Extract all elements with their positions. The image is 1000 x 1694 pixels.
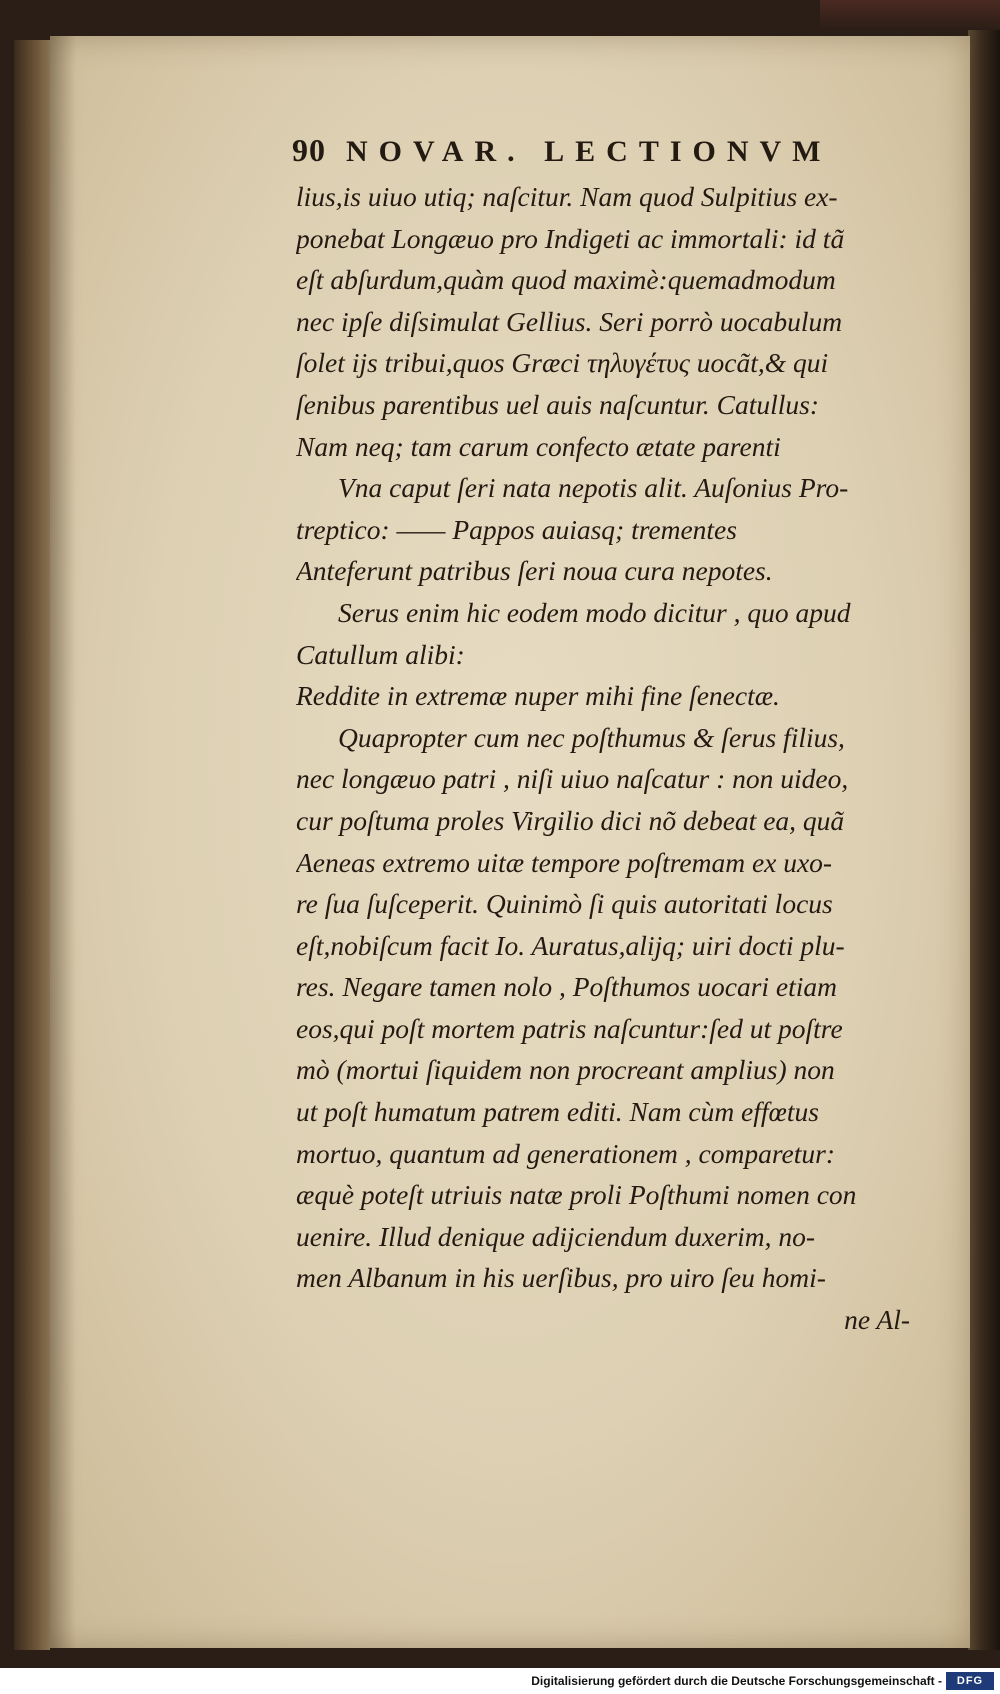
text-line: Anteferunt patribus ſeri noua cura nepotes.	[296, 555, 773, 587]
text-line: res. Negare tamen nolo , Poſthumos uocari etiam	[296, 971, 838, 1003]
text-line: Quapropter cum nec poſthumus & ſerus filius,	[338, 721, 845, 753]
text-line: uenire. Illud denique adijciendum duxerim, no-	[296, 1220, 816, 1252]
text-line: eſt abſurdum,quàm quod maximè:quemadmodum	[296, 264, 836, 296]
funding-credit: Digitalisierung gefördert durch die Deutsche Forschungsgemeinschaft -	[531, 1674, 942, 1688]
catchword: ne Al-	[844, 1304, 910, 1336]
text-line: cur poſtuma proles Virgilio dici nõ debeat ea, quã	[296, 804, 845, 836]
running-head-title: NOVAR. LECTIONVM	[346, 135, 832, 168]
text-line: Reddite in extremæ nuper mihi fine ſenectæ.	[296, 680, 780, 712]
text-line: mortuo, quantum ad generationem , comparetur:	[296, 1137, 835, 1169]
book-edge-left	[14, 40, 50, 1650]
text-line: eſt,nobiſcum facit Io. Auratus,alijq; uiri docti plu-	[296, 929, 845, 961]
text-line: Nam neq; tam carum confecto ætate parenti	[296, 430, 781, 462]
text-line: Catullum alibi:	[296, 638, 465, 670]
body-text	[296, 176, 936, 1341]
dfg-logo-icon: DFG	[946, 1672, 994, 1690]
text-line: treptico: —— Pappos auiasq; trementes	[296, 513, 737, 545]
text-line: eos,qui poſt mortem patris naſcuntur:ſed ut poſtre	[296, 1012, 843, 1044]
text-line: men Albanum in his uerſibus, pro uiro ſeu homi-	[296, 1262, 826, 1294]
scan-top-edge	[820, 0, 1000, 30]
text-line: Serus enim hic eodem modo dicitur , quo apud	[338, 596, 851, 628]
text-line: Aeneas extremo uitæ tempore poſtremam ex uxo-	[296, 846, 833, 878]
text-line: ſolet ijs tribui,quos Græci τηλυγέτυς uocãt,& qui	[296, 347, 829, 379]
text-line: mò (mortui ſiquidem non procreant amplius) non	[296, 1054, 835, 1086]
book-edge-right	[968, 30, 1000, 1650]
text-line: nec ipſe diſsimulat Gellius. Seri porrò uocabulum	[296, 305, 843, 337]
text-line: æquè poteſt utriuis natæ proli Poſthumi nomen con	[296, 1179, 857, 1211]
page-gutter-shadow	[50, 36, 76, 1648]
page-number: 90	[292, 132, 326, 168]
footer-bar	[0, 1668, 1000, 1694]
text-line: lius,is uiuo utiq; naſcitur. Nam quod Sulpitius ex-	[296, 181, 838, 212]
text-line: Vna caput ſeri nata nepotis alit. Auſonius Pro-	[338, 472, 849, 504]
text-line: ponebat Longæuo pro Indigeti ac immortali: id tã	[296, 222, 845, 254]
text-line: nec longæuo patri , niſi uiuo naſcatur : non uideo,	[296, 763, 849, 795]
text-line: ſenibus parentibus uel auis naſcuntur. Catullus:	[296, 388, 820, 420]
text-line: re ſua ſuſceperit. Quinimò ſi quis autoritati locus	[296, 888, 833, 920]
running-header	[292, 132, 932, 172]
text-line: ut poſt humatum patrem editi. Nam cùm effœtus	[296, 1096, 819, 1128]
